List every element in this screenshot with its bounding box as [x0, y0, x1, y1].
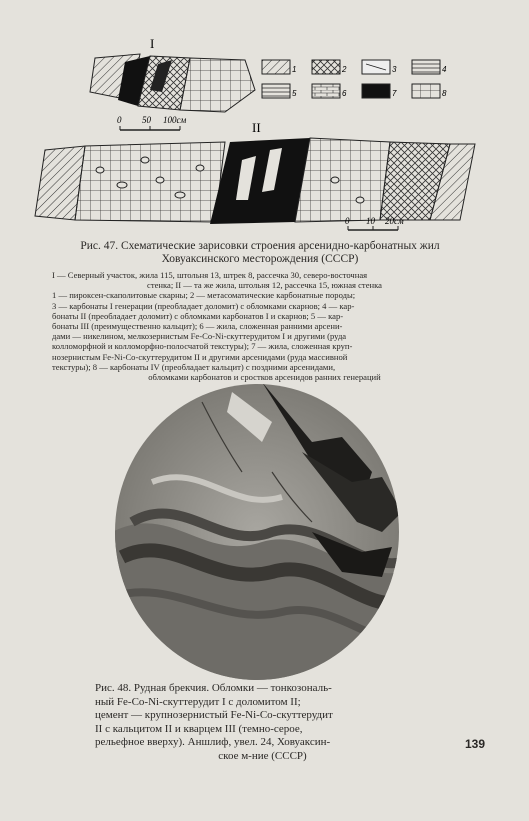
legend-line: 1 — пироксен-скаполитовые скарны; 2 — метасоматические карбонатные породы;: [52, 290, 356, 301]
legend-num-7: 7: [392, 89, 397, 98]
figure-47-legend: [262, 60, 447, 98]
legend-num-3: 3: [392, 65, 397, 74]
legend-line: 3 — карбонаты I генерации (преобладает доломит) с обломками скарнов; 4 — кар-: [52, 300, 355, 311]
scale1-zero: 0: [117, 115, 122, 125]
figure-48-caption-line: II с кальцитом II и кварцем III (темно-серое,: [95, 722, 303, 735]
figure-48-micrograph: [112, 382, 402, 682]
figure-47-caption-line-1: Рис. 47. Схематические зарисовки строения арсенидно-карбонатных жил: [80, 240, 440, 252]
scale-bar-1: [117, 115, 186, 130]
legend-num-6: 6: [342, 89, 347, 98]
scale2-zero: 0: [345, 216, 350, 226]
legend-num-1: 1: [292, 65, 297, 74]
legend-line: бонаты II (преобладает доломит) с обломками карбонатов I и скарнов; 5 — кар-: [52, 310, 344, 321]
scale2-mid: 10: [366, 216, 375, 226]
figure-48-caption-line: Рис. 48. Рудная брекчия. Обломки — тонкозональ-: [95, 682, 332, 694]
page-number: 139: [465, 737, 486, 751]
section-label-1: I: [150, 36, 155, 51]
legend-num-2: 2: [342, 65, 347, 74]
legend-num-8: 8: [442, 89, 447, 98]
scale1-mid: 50: [142, 115, 151, 125]
figure-47-caption-line-2: Ховуаксинского месторождения (СССР): [161, 253, 359, 265]
section-2-drawing: [35, 138, 475, 224]
figure-47-sketch: [30, 30, 500, 240]
figure-48-caption: [95, 682, 430, 763]
legend-line: бонаты III (преимущественно кальцит); 6 — жила, сложенная ранними арсени-: [52, 321, 343, 332]
figure-48-caption-line: ское м-ние (СССР): [218, 749, 307, 762]
legend-line: стенка; II — та же жила, штольня 12, рассечка 15, южная стенка: [147, 280, 382, 291]
legend-line: текстуры); 8 — карбонаты IV (преобладает кальцит) с поздними арсенидами,: [52, 361, 336, 372]
figure-47-legend-text: [52, 270, 477, 382]
legend-line: колломорфной и колломорфно-полосчатой текстуры); 7 — жила, сложенная круп-: [52, 341, 353, 352]
figure-48-caption-line: цемент — крупнозернистый Fe-Ni-Co-скуттерудит: [95, 709, 333, 721]
figure-48-caption-line: рельефное вверху). Аншлиф, увел. 24, Ховуаксин-: [95, 736, 331, 748]
scale1-end: 100см: [163, 115, 187, 125]
legend-line: I — Северный участок, жила 115, штольня 13, штрек 8, рассечка 30, северо-восточная: [52, 270, 368, 280]
legend-line: дами — никелином, мелкозернистым Fe-Co-Ni-скуттерудитом I и другими (руда: [52, 331, 347, 342]
legend-line: нозернистым Fe-Ni-Co-скуттерудитом II и другими арсенидами (руда массивной: [52, 351, 348, 362]
section-label-2: II: [252, 120, 261, 135]
legend-line: обломками карбонатов и сростков арсенидов ранних генераций: [148, 372, 381, 383]
legend-num-5: 5: [292, 89, 297, 98]
figure-48-caption-line: ный Fe-Co-Ni-скуттерудит I с доломитом II;: [95, 695, 301, 708]
legend-num-4: 4: [442, 65, 447, 74]
scale2-end: 20см: [385, 216, 404, 226]
figure-47-caption: [55, 240, 465, 266]
section-1-drawing: [90, 54, 255, 112]
